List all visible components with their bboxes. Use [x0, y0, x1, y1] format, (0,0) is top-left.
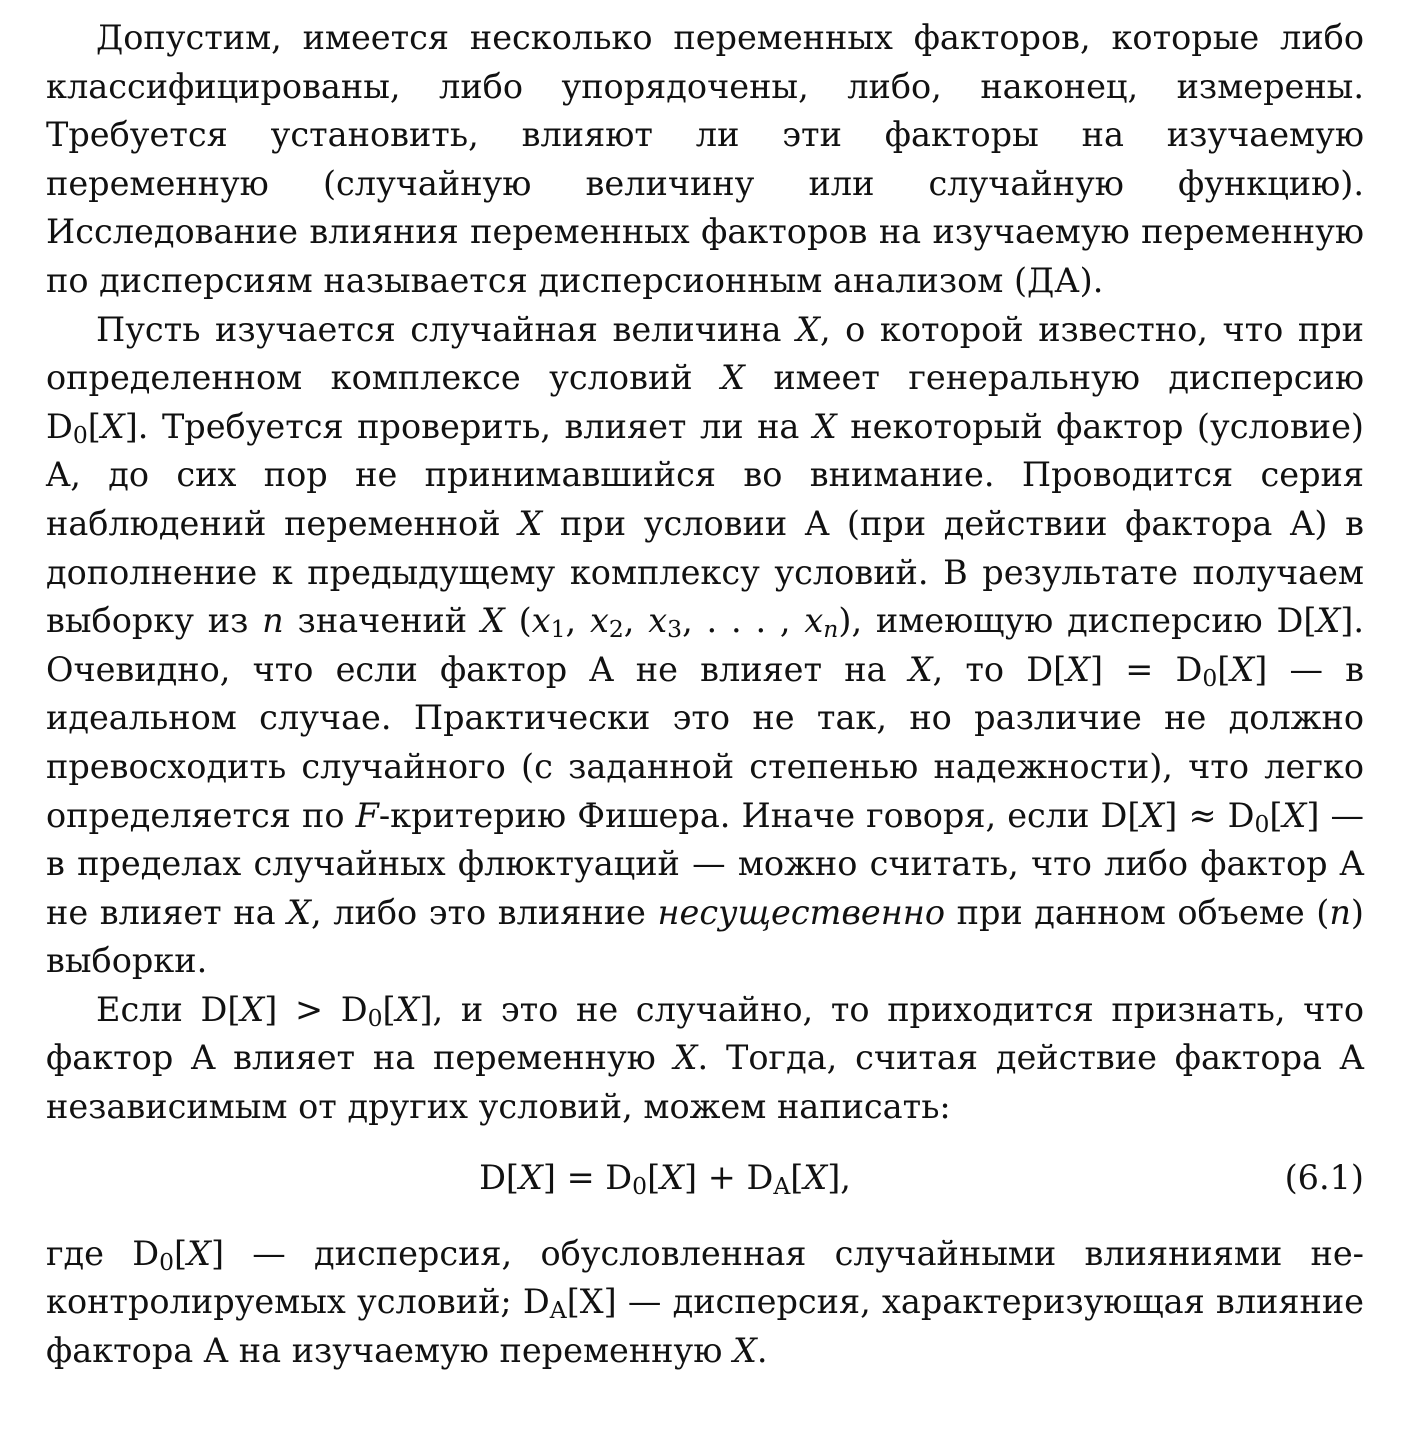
equation-number: (6.1) [1284, 1157, 1364, 1197]
equation-formula: $D[X] = D_0[X] + D_A[X]$, [479, 1157, 851, 1200]
equation-6-1 [46, 1138, 1364, 1224]
paragraph-factor-influence: Если $D[X] > D_0[X]$, и это не случайно, то приходится признать, что фактор A влияет на переменную X. Тогда, считая действие фактора A независимым от других условий, можем написать: [46, 989, 1365, 1127]
paragraph-definitions: где $D_0[X]$ — дисперсия, обусловленная случайными влияниями неконтролируемых условий; $D_A[X]$ — дисперсия, характеризующая влияние фактора A на изучаемую переменную X. [46, 1233, 1364, 1370]
paragraph-intro: Допустим, имеется несколько переменных факторов, которые либо классифицированы, либо упорядочены, либо, наконец, измерены. Требуется установить, влияют ли эти факторы на изучаемую переменную (случайную величину или случайную функцию). Исследование влияния переменных факторов на изучаемую переменную по дисперсиям называется дисперсионным анализом (ДА). [46, 18, 1364, 300]
paragraph-variance-test: Пусть изучается случайная величина X, о которой известно, что при определенном комплексе условий X имеет генеральную дисперсию $D_0[X]$. Требуется проверить, влияет ли на X некоторый фактор (условие) A, до сих пор не принимавшийся во внимание. Проводится серия наблюдений переменной X при условии A (при действии фактора A) в дополнение к предыдущему комплексу условий. В результате получаем выборку из n значений X ($x_1$, $x_2$, $x_3$, . . . , $x_n$), имеющую дисперсию D[X]. Очевидно, что если фактор A не влияет на X, то $D[X] = D_0[X]$ — в идеальном случае. Практически это не так, но различие не должно превосходить случайного (с заданной степенью надежности), что легко определяется по F-критерию Фишера. Иначе говоря, если $D[X] \approx D_0[X]$ — в пределах случайных флюктуаций — можно считать, что либо фактор A не влияет на X, либо это влияние несущественно при данном объеме (n) выборки. [46, 309, 1365, 981]
